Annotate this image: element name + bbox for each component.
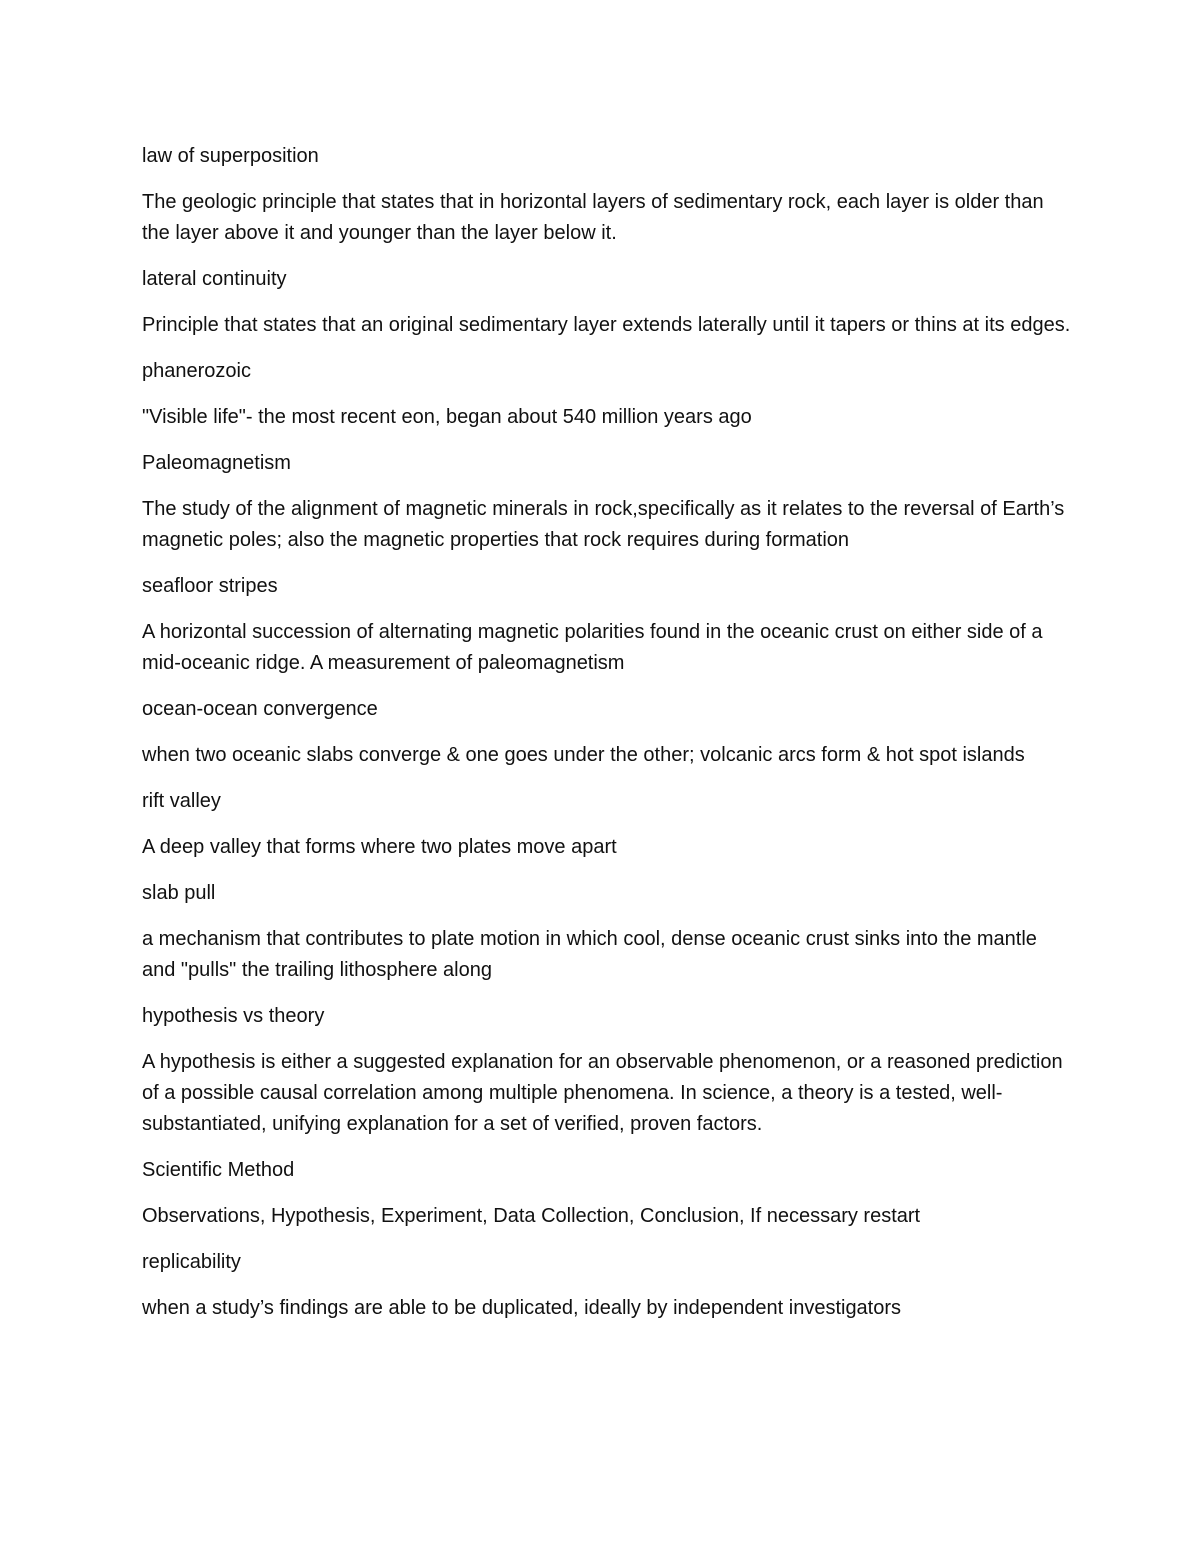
entry-paleomagnetism: [142, 448, 1072, 556]
entry-law-of-superposition: [142, 141, 1072, 249]
entry-ocean-ocean-convergence: [142, 694, 1072, 771]
term: hypothesis vs theory: [142, 1005, 325, 1027]
entry-hypothesis-vs-theory: [142, 1001, 1072, 1140]
term: replicability: [142, 1251, 241, 1273]
definition: "Visible life"- the most recent eon, began about 540 million years ago: [142, 406, 752, 428]
definition: Principle that states that an original sedimentary layer extends laterally until it tapers or thins at its edges.: [142, 314, 1071, 336]
term: rift valley: [142, 790, 221, 812]
definition: The geologic principle that states that in horizontal layers of sedimentary rock, each layer is older than the layer above it and younger than the layer below it.: [142, 191, 1044, 244]
entry-rift-valley: [142, 786, 1072, 863]
document-page: [142, 141, 1072, 1339]
entry-lateral-continuity: [142, 264, 1072, 341]
definition: when two oceanic slabs converge & one goes under the other; volcanic arcs form & hot spot islands: [142, 744, 1025, 766]
entry-replicability: [142, 1247, 1072, 1324]
term: lateral continuity: [142, 268, 287, 290]
definition: Observations, Hypothesis, Experiment, Data Collection, Conclusion, If necessary restart: [142, 1205, 921, 1227]
entry-slab-pull: [142, 878, 1072, 986]
term: seafloor stripes: [142, 575, 278, 597]
definition: A deep valley that forms where two plates move apart: [142, 836, 617, 858]
term: ocean-ocean convergence: [142, 698, 378, 720]
definition: The study of the alignment of magnetic minerals in rock,specifically as it relates to the reversal of Earth’s magnetic poles; also the magnetic properties that rock requires during formation: [142, 498, 1065, 551]
definition: A horizontal succession of alternating magnetic polarities found in the oceanic crust on either side of a mid-oceanic ridge. A measurement of paleomagnetism: [142, 621, 1043, 674]
term: Scientific Method: [142, 1159, 295, 1181]
term: law of superposition: [142, 145, 319, 167]
term: slab pull: [142, 882, 216, 904]
definition: A hypothesis is either a suggested explanation for an observable phenomenon, or a reasoned prediction of a possible causal correlation among multiple phenomena. In science, a theory is a tested, well-substantiated, unifying explanation for a set of verified, proven factors.: [142, 1051, 1063, 1135]
term: Paleomagnetism: [142, 452, 291, 474]
entry-seafloor-stripes: [142, 571, 1072, 679]
entry-scientific-method: [142, 1155, 1072, 1232]
definition: when a study’s findings are able to be duplicated, ideally by independent investigators: [142, 1297, 902, 1319]
definition: a mechanism that contributes to plate motion in which cool, dense oceanic crust sinks into the mantle and "pulls" the trailing lithosphere along: [142, 928, 1037, 981]
entry-phanerozoic: [142, 356, 1072, 433]
term: phanerozoic: [142, 360, 251, 382]
